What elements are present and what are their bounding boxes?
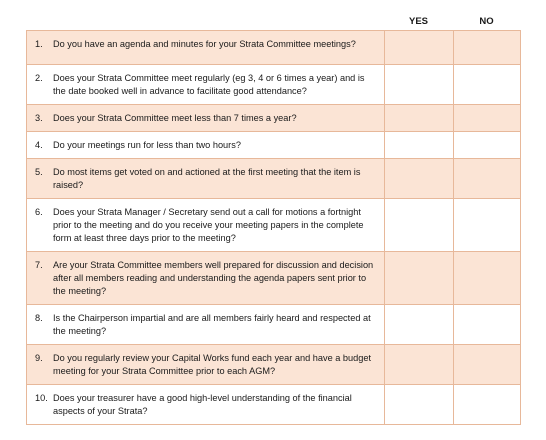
question-cell — [27, 159, 385, 199]
no-answer-cell[interactable] — [454, 199, 521, 252]
table-row — [27, 385, 521, 425]
column-header-row — [0, 16, 546, 30]
question-cell — [27, 385, 385, 425]
table-row — [27, 65, 521, 105]
no-answer-cell[interactable] — [454, 385, 521, 425]
question-text: Do you have an agenda and minutes for your Strata Committee meetings? — [53, 39, 356, 49]
yes-answer-cell[interactable] — [385, 132, 454, 159]
question-number: 6. — [35, 207, 43, 217]
question-text: Does your treasurer have a good high-level understanding of the financial aspects of your Strata? — [53, 393, 352, 416]
yes-answer-cell[interactable] — [385, 252, 454, 305]
question-cell — [27, 252, 385, 305]
question-number: 9. — [35, 353, 43, 363]
questionnaire-table — [26, 30, 521, 425]
question-cell — [27, 65, 385, 105]
question-text: Do most items get voted on and actioned at the first meeting that the item is raised? — [53, 167, 361, 190]
yes-answer-cell[interactable] — [385, 159, 454, 199]
table-row — [27, 31, 521, 65]
no-answer-cell[interactable] — [454, 132, 521, 159]
yes-answer-cell[interactable] — [385, 65, 454, 105]
no-column-header: NO — [479, 16, 494, 27]
table-row — [27, 132, 521, 159]
question-cell — [27, 305, 385, 345]
yes-answer-cell[interactable] — [385, 31, 454, 65]
no-answer-cell[interactable] — [454, 345, 521, 385]
question-cell — [27, 345, 385, 385]
yes-answer-cell[interactable] — [385, 345, 454, 385]
question-number: 2. — [35, 73, 43, 83]
question-number: 10. — [35, 393, 48, 403]
question-text: Is the Chairperson impartial and are all members fairly heard and respected at the meeting? — [53, 313, 371, 336]
question-text: Does your Strata Manager / Secretary send out a call for motions a fortnight prior to the meeting and do you receive your meeting papers in the complete form at least three days prior to the meeting? — [53, 207, 364, 243]
question-number: 1. — [35, 39, 43, 49]
question-cell — [27, 31, 385, 65]
table-row — [27, 199, 521, 252]
no-answer-cell[interactable] — [454, 305, 521, 345]
yes-answer-cell[interactable] — [385, 305, 454, 345]
question-cell — [27, 132, 385, 159]
yes-answer-cell[interactable] — [385, 199, 454, 252]
question-number: 4. — [35, 140, 43, 150]
question-text: Are your Strata Committee members well prepared for discussion and decision after all members reading and understanding the agenda papers sent prior to the meeting? — [53, 260, 374, 296]
no-answer-cell[interactable] — [454, 159, 521, 199]
table-row — [27, 305, 521, 345]
question-number: 8. — [35, 313, 43, 323]
question-text: Do you regularly review your Capital Works fund each year and have a budget meeting for your Strata Committee prior to each AGM? — [53, 353, 371, 376]
no-answer-cell[interactable] — [454, 105, 521, 132]
table-row — [27, 252, 521, 305]
no-answer-cell[interactable] — [454, 65, 521, 105]
question-cell — [27, 105, 385, 132]
table-row — [27, 105, 521, 132]
yes-answer-cell[interactable] — [385, 385, 454, 425]
question-number: 7. — [35, 260, 43, 270]
question-cell — [27, 199, 385, 252]
question-number: 3. — [35, 113, 43, 123]
table-row — [27, 345, 521, 385]
question-number: 5. — [35, 167, 43, 177]
no-answer-cell[interactable] — [454, 31, 521, 65]
yes-column-header: YES — [408, 16, 428, 27]
question-text: Do your meetings run for less than two hours? — [53, 140, 241, 150]
question-text: Does your Strata Committee meet less than 7 times a year? — [53, 113, 297, 123]
no-answer-cell[interactable] — [454, 252, 521, 305]
question-text: Does your Strata Committee meet regularly (eg 3, 4 or 6 times a year) and is the date booked well in advance to facilitate good attendance? — [53, 73, 365, 96]
yes-answer-cell[interactable] — [385, 105, 454, 132]
table-row — [27, 159, 521, 199]
